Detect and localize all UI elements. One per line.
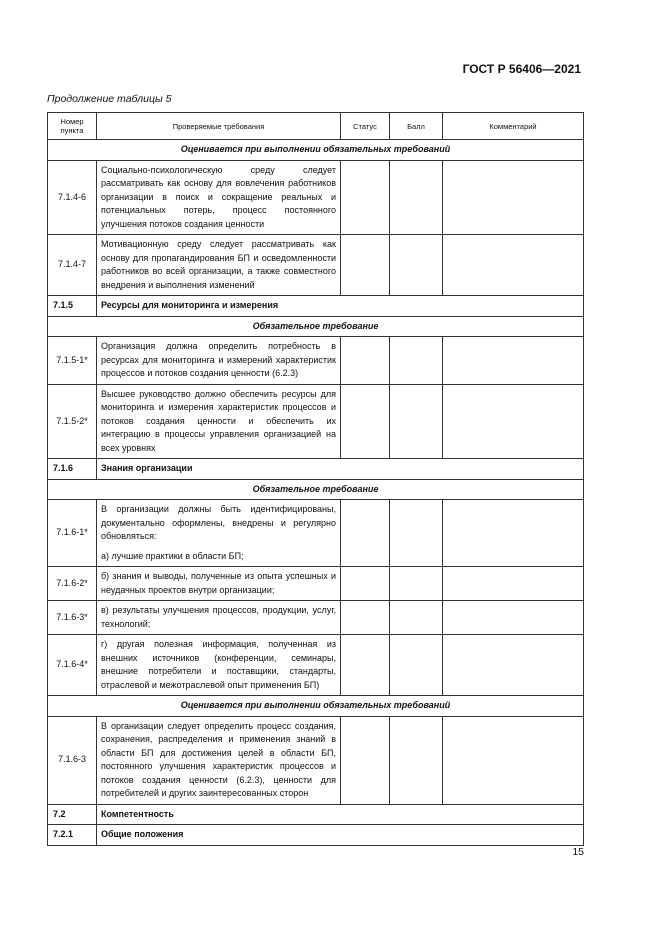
section-heading: Оценивается при выполнении обязательных требований	[48, 140, 584, 161]
requirement-paragraph: Высшее руководство должно обеспечить ресурсы для мониторинга и измерения характеристик процессов и потоков создания ценности и обеспечить их интеграцию в процессы управления организацией на всех уровнях	[101, 388, 336, 453]
requirement-text	[97, 384, 341, 459]
comment-cell[interactable]	[443, 601, 584, 635]
comment-cell[interactable]	[443, 500, 584, 567]
score-cell[interactable]	[390, 160, 443, 235]
score-cell[interactable]	[390, 601, 443, 635]
col-header-score: Балл	[390, 113, 443, 140]
table-row	[48, 601, 584, 635]
status-cell[interactable]	[341, 337, 390, 385]
score-cell[interactable]	[390, 716, 443, 804]
table-row	[48, 296, 584, 317]
comment-cell[interactable]	[443, 337, 584, 385]
item-number: 7.1.4-7	[48, 235, 97, 296]
comment-cell[interactable]	[443, 160, 584, 235]
table-row	[48, 235, 584, 296]
item-number: 7.1.6-3*	[48, 601, 97, 635]
comment-cell[interactable]	[443, 716, 584, 804]
clause-number: 7.1.5	[48, 296, 97, 317]
score-cell[interactable]	[390, 235, 443, 296]
document-number: ГОСТ Р 56406—2021	[462, 62, 581, 76]
status-cell[interactable]	[341, 567, 390, 601]
table-row	[48, 337, 584, 385]
table-row	[48, 140, 584, 161]
score-cell[interactable]	[390, 384, 443, 459]
table-row	[48, 316, 584, 337]
comment-cell[interactable]	[443, 235, 584, 296]
table-row	[48, 696, 584, 717]
status-cell[interactable]	[341, 635, 390, 696]
item-number: 7.1.4-6	[48, 160, 97, 235]
requirement-text	[97, 160, 341, 235]
table-body	[48, 140, 584, 846]
requirement-paragraph: в) результаты улучшения процессов, продукции, услуг, технологий;	[101, 605, 336, 629]
table-row	[48, 635, 584, 696]
requirement-text	[97, 567, 341, 601]
section-heading: Обязательное требование	[48, 316, 584, 337]
table-row	[48, 160, 584, 235]
clause-title: Общие положения	[97, 825, 584, 846]
requirement-paragraph: Организация должна определить потребность в ресурсах для мониторинга и измерений характеристик процессов и потоков создания ценности (6.2.3)	[101, 341, 336, 378]
status-cell[interactable]	[341, 601, 390, 635]
table-row	[48, 500, 584, 567]
clause-title: Ресурсы для мониторинга и измерения	[97, 296, 584, 317]
status-cell[interactable]	[341, 500, 390, 567]
table-row	[48, 716, 584, 804]
status-cell[interactable]	[341, 235, 390, 296]
item-number: 7.1.6-2*	[48, 567, 97, 601]
requirement-paragraph: б) знания и выводы, полученные из опыта успешных и неудачных проектов внутри организации;	[101, 571, 336, 595]
clause-title: Знания организации	[97, 459, 584, 480]
requirement-subitem: а) лучшие практики в области БП;	[101, 550, 244, 561]
score-cell[interactable]	[390, 500, 443, 567]
requirement-text	[97, 235, 341, 296]
requirement-paragraph: В организации должны быть идентифицированы, документально оформлены, внедрены и регулярно обновляться:	[101, 504, 336, 541]
page-number: 15	[572, 846, 584, 858]
table-header-row	[48, 113, 584, 140]
requirement-text	[97, 635, 341, 696]
comment-cell[interactable]	[443, 567, 584, 601]
score-cell[interactable]	[390, 567, 443, 601]
col-header-item: Номер пункта	[48, 113, 97, 140]
col-header-requirements: Проверяемые требования	[97, 113, 341, 140]
status-cell[interactable]	[341, 160, 390, 235]
clause-number: 7.2.1	[48, 825, 97, 846]
requirement-text	[97, 716, 341, 804]
item-number: 7.1.5-2*	[48, 384, 97, 459]
table-row	[48, 804, 584, 825]
requirement-paragraph: Мотивационную среду следует рассматривать как основу для пропагандирования БП и осведомленности работников во всей организации, а также совместного внедрения и выполнения изменений	[101, 239, 336, 290]
requirement-text	[97, 337, 341, 385]
table-row	[48, 567, 584, 601]
item-number: 7.1.6-1*	[48, 500, 97, 567]
requirement-paragraph: Социально-психологическую среду следует рассматривать как основу для вовлечения работников организации в поиск и сокращение реальных и потенциальных потерь, процесс постоянного улучшения потоков создания ценности	[101, 164, 336, 229]
item-number: 7.1.5-1*	[48, 337, 97, 385]
section-heading: Обязательное требование	[48, 479, 584, 500]
item-number: 7.1.6-4*	[48, 635, 97, 696]
item-number: 7.1.6-3	[48, 716, 97, 804]
table-caption: Продолжение таблицы 5	[47, 93, 172, 105]
status-cell[interactable]	[341, 716, 390, 804]
col-header-status: Статус	[341, 113, 390, 140]
requirements-table	[47, 112, 584, 846]
section-heading: Оценивается при выполнении обязательных требований	[48, 696, 584, 717]
clause-number: 7.1.6	[48, 459, 97, 480]
table-row	[48, 384, 584, 459]
clause-title: Компетентность	[97, 804, 584, 825]
col-header-comment: Комментарий	[443, 113, 584, 140]
comment-cell[interactable]	[443, 635, 584, 696]
status-cell[interactable]	[341, 384, 390, 459]
comment-cell[interactable]	[443, 384, 584, 459]
score-cell[interactable]	[390, 337, 443, 385]
score-cell[interactable]	[390, 635, 443, 696]
clause-number: 7.2	[48, 804, 97, 825]
table-row	[48, 825, 584, 846]
requirement-text	[97, 500, 341, 567]
table-row	[48, 479, 584, 500]
requirement-text	[97, 601, 341, 635]
requirement-paragraph: В организации следует определить процесс создания, сохранения, распределения и применения знаний в области БП для достижения целей в области БП, постоянного улучшения характеристик процессов и потоков создания ценности (6.2.3), ценности для потребителей и других заинтересованных сторон	[101, 720, 336, 798]
table-row	[48, 459, 584, 480]
requirement-paragraph: г) другая полезная информация, полученная из внешних источников (конференции, семинары, внешние потребители и поставщики, стандарты, отраслевой и межотраслевой опыт применения БП)	[101, 639, 336, 690]
